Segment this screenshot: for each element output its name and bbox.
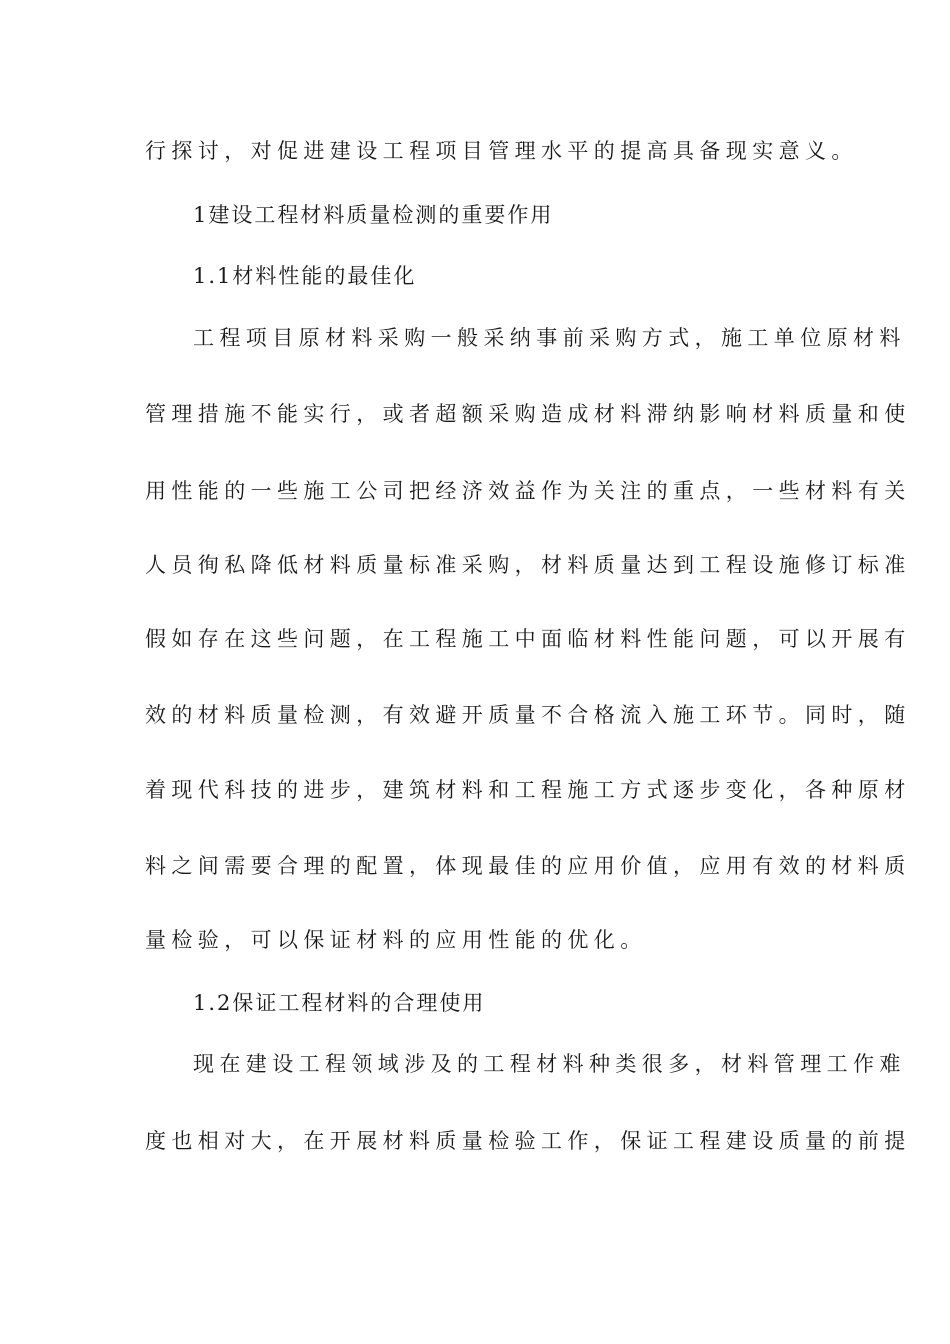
paragraph-line: 用性能的一些施工公司把经济效益作为关注的重点，一些材料有关 bbox=[145, 479, 911, 503]
paragraph-line: 料之间需要合理的配置，体现最佳的应用价值，应用有效的材料质 bbox=[145, 854, 911, 878]
paragraph-line: 着现代科技的进步，建筑材料和工程施工方式逐步变化，各种原材 bbox=[145, 778, 911, 802]
paragraph-line: 管理措施不能实行，或者超额采购造成材料滞纳影响材料质量和使 bbox=[145, 402, 911, 426]
paragraph-line: 人员徇私降低材料质量标准采购，材料质量达到工程设施修订标准 bbox=[145, 553, 911, 577]
paragraph-line: 行探讨，对促进建设工程项目管理水平的提高具备现实意义。 bbox=[145, 139, 858, 163]
subsection-heading: 1.1材料性能的最佳化 bbox=[193, 264, 417, 288]
section-heading: 1建设工程材料质量检测的重要作用 bbox=[193, 203, 554, 227]
paragraph-line: 度也相对大，在开展材料质量检验工作，保证工程建设质量的前提 bbox=[145, 1129, 911, 1153]
paragraph-line: 假如存在这些问题，在工程施工中面临材料性能问题，可以开展有 bbox=[145, 627, 911, 651]
paragraph-line: 工程项目原材料采购一般采纳事前采购方式，施工单位原材料 bbox=[193, 326, 906, 350]
paragraph-line: 现在建设工程领域涉及的工程材料种类很多，材料管理工作难 bbox=[193, 1052, 906, 1076]
subsection-heading: 1.2保证工程材料的合理使用 bbox=[193, 991, 486, 1015]
paragraph-line: 效的材料质量检测，有效避开质量不合格流入施工环节。同时，随 bbox=[145, 703, 911, 727]
paragraph-line: 量检验，可以保证材料的应用性能的优化。 bbox=[145, 928, 647, 952]
